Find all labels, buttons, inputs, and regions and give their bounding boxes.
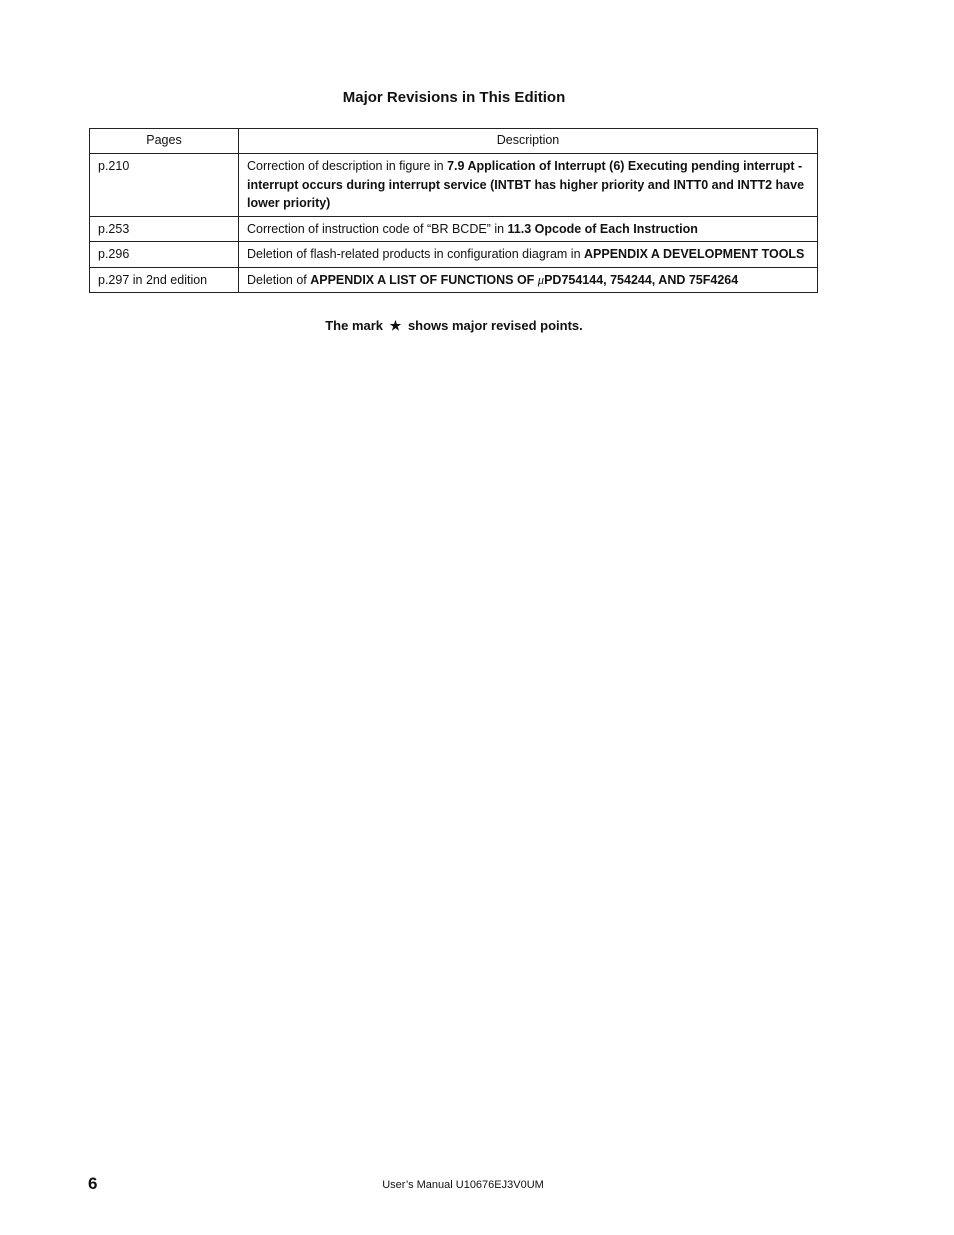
desc-text: Correction of description in figure in [247, 159, 448, 173]
revision-mark-note [0, 318, 908, 334]
page-number: 6 [88, 1174, 98, 1193]
row-pages: p.297 in 2nd edition [90, 267, 239, 293]
row-description [239, 267, 818, 293]
desc-reference: APPENDIX A LIST OF FUNCTIONS OF [310, 272, 538, 287]
row-pages: p.253 [90, 216, 239, 242]
star-icon: ★ [389, 318, 402, 333]
desc-reference: 11.3 Opcode of Each Instruction [507, 221, 698, 236]
desc-text: Deletion of flash-related products in configuration diagram in [247, 247, 584, 261]
table-row [90, 267, 818, 293]
header-pages: Pages [90, 129, 239, 154]
row-description [239, 216, 818, 242]
desc-reference-part2: PD754144, 754244, AND 75F4264 [544, 272, 739, 287]
table-row [90, 216, 818, 242]
revisions-table [89, 128, 818, 293]
footer-manual-id: User’s Manual U10676EJ3V0UM [382, 1179, 544, 1191]
mark-note-before: The mark [325, 318, 384, 333]
page-title: Major Revisions in This Edition [342, 89, 566, 106]
row-pages: p.296 [90, 242, 239, 268]
mu-symbol: μ [537, 272, 545, 287]
desc-reference: APPENDIX A DEVELOPMENT TOOLS [584, 247, 805, 261]
row-description [239, 154, 818, 217]
row-pages: p.210 [90, 154, 239, 217]
table-row [90, 242, 818, 268]
header-description: Description [239, 129, 818, 154]
mark-note-after: shows major revised points. [407, 318, 583, 333]
table-row [90, 154, 818, 217]
desc-text: Correction of instruction code of “BR BCDE” in [247, 221, 508, 236]
table-header-row [90, 129, 818, 154]
desc-reference: 7.9 Application of Interrupt (6) Executing pending interrupt - interrupt occurs during interrupt service (INTBT has higher priority and INTT0 and INTT2 have lower priority) [247, 159, 805, 210]
desc-text: Deletion of [247, 272, 311, 287]
row-description [239, 242, 818, 268]
